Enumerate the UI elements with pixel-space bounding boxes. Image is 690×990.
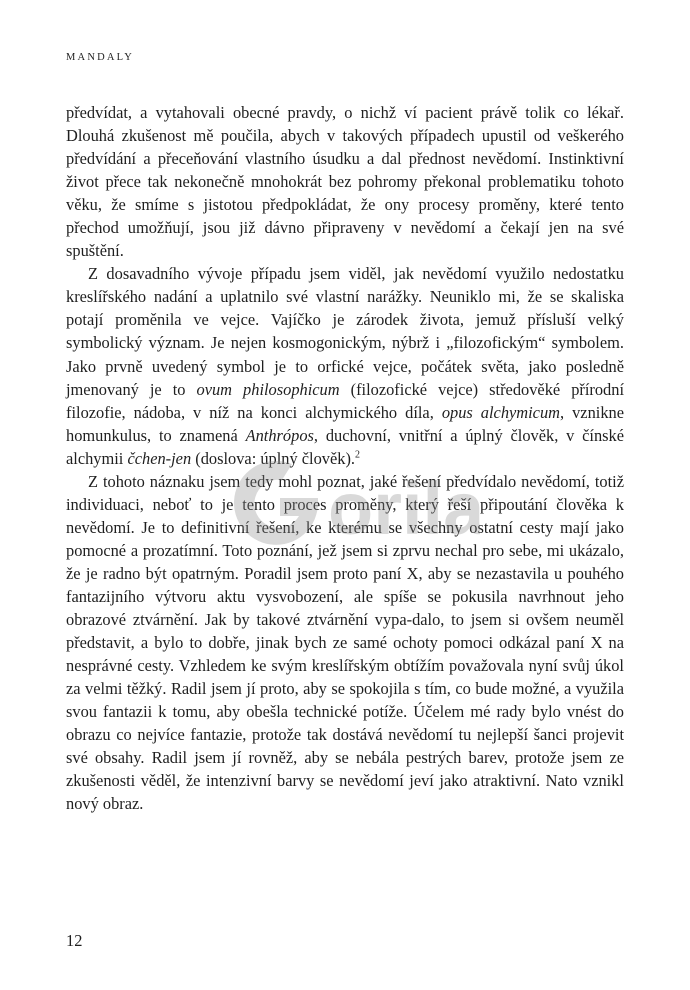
text-run: , vznikne homunkulus, to znamená [66, 402, 624, 445]
paragraph [66, 101, 624, 262]
italic-term: ovum philosophicum [196, 379, 340, 399]
text-run: (doslova: úplný člověk). [191, 448, 356, 468]
footnote-ref: 2 [355, 449, 361, 461]
text-run: (filozofické vejce) středověké přírodní filozofie, nádoba, v níž na konci alchymického díla, [66, 379, 624, 422]
page-number: 12 [66, 931, 83, 950]
italic-term: čchen-jen [127, 448, 192, 468]
watermark-text: orila [328, 467, 480, 550]
text-run: předvídat, a vytahovali obecné pravdy, o nichž ví pacient právě tolik co lékař. Dlouhá zkušenost mě poučila, abych v takových případech upustil od veškerého předvídání a přeceňování vlastního úsudku a dal přednost nevědomí. Instinktivní život přece tak nekonečně mnohokrát bez pohromy překonal problematiku tohoto věku, že smíme s jistotou předpokládat, že ony procesy proměny, které tento přechod umožňují, jsou již dávno připraveny v nevědomí a čekají jen na své spuštění. [66, 103, 624, 261]
text-run: , duchovní, vnitřní a úplný člověk, v čínské alchymii [66, 425, 624, 468]
paragraph [66, 470, 624, 816]
text-run: Z dosavadního vývoje případu jsem viděl, jak nevědomí využilo nedostatku kreslířského nadání a uplatnilo své vlastní narážky. Neuniklo mi, že se skaliska potají proměnila ve vejce. Vajíčko je zárodek života, jemuž přísluší velký symbolický význam. Je nejen kosmogonickým, nýbrž i „filozofickým“ symbolem. Jako prvně uvedený symbol je to orfické vejce, počátek světa, jako posledně jmenovaný je to [66, 264, 624, 399]
italic-term: Anthrópos [245, 425, 314, 445]
italic-term: opus alchymicum [441, 402, 560, 422]
running-head: MANDALY [66, 52, 135, 63]
body-text [66, 101, 624, 815]
text-run: Z tohoto náznaku jsem tedy mohl poznat, jaké řešení předvídalo nevědomí, totiž individuaci, neboť to je tento proces proměny, který řeší připoutání člověka k nevědomí. Je to definitivní řešení, ke kterému se všechny ostatní cesty mají jako pomocné a prozatímní. Toto poznání, jež jsem si zprvu nechal pro sebe, mi ukázalo, že je radno být opatrným. Poradil jsem proto paní X, aby se nezastavila u pouhého fantazijního výtvoru aktu vysvobození, ale spíše se pokusila navrhnout jeho obrazové ztvárnění. Jak by takové ztvárnění vypa-dalo, to jsem si ovšem neuměl představit, a bylo to dobře, jinak bych ze samé ochoty pomoci odkázal paní X na nesprávné cesty. Vzhledem ke svým kreslířským obtížím považovala nyní svůj úkol za velmi těžký. Radil jsem jí proto, aby se spokojila s tím, co bude možné, a využila svou fantazii k tomu, aby obešla technické potíže. Účelem mé rady bylo vnést do obrazu co nejvíce fantazie, protože tak dostává nevědomí tu nejlepší šanci projevit své obsahy. Radil jsem jí rovněž, aby se nebála pestrých barev, protože jsem ze zkušenosti věděl, že intenzivní barvy se nevědomí jeví jako atraktivní. Nato vznikl nový obraz. [66, 471, 624, 814]
paragraph [66, 262, 624, 469]
